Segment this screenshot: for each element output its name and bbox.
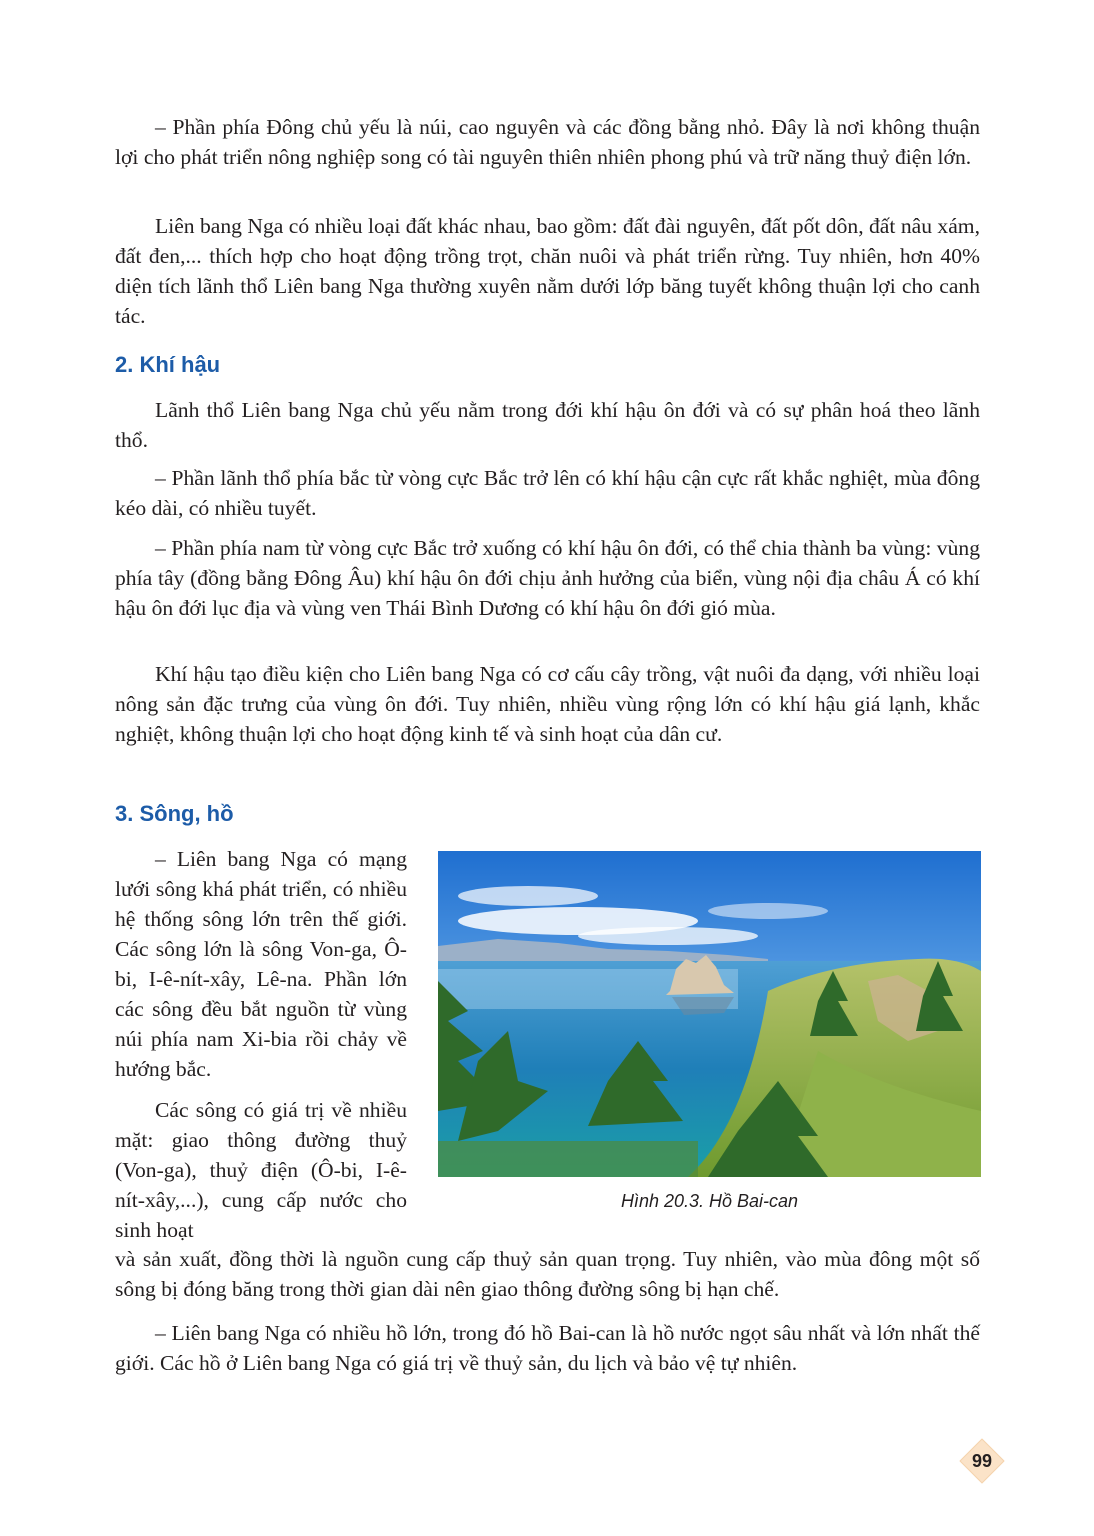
page-number: 99 — [971, 1451, 993, 1471]
paragraph-east-region: – Phần phía Đông chủ yếu là núi, cao nguyên và các đồng bằng nhỏ. Đây là nơi không thuận lợi cho phát triển nông nghiệp song có tài nguyên thiên nhiên phong phú và trữ năng thuỷ điện lớn. — [115, 115, 980, 169]
paragraph-rivers-network: – Liên bang Nga có mạng lưới sông khá phát triển, có nhiều hệ thống sông lớn trên thế giới. Các sông lớn là sông Von-ga, Ô-bi, I-ê-nít-xây, Lê-na. Phần lớn các sông đều bắt nguồn từ vùng núi phía nam Xi-bia rồi chảy về hướng bắc. — [115, 847, 407, 1081]
paragraph-climate-effects: Khí hậu tạo điều kiện cho Liên bang Nga có cơ cấu cây trồng, vật nuôi đa dạng, với nhiều loại nông sản đặc trưng của vùng ôn đới. Tuy nhiên, nhiều vùng rộng lớn có khí hậu giá lạnh, khắc nghiệt, không thuận lợi cho hoạt động kinh tế và sinh hoạt của dân cư. — [115, 662, 980, 746]
paragraph-climate-intro: Lãnh thổ Liên bang Nga chủ yếu nằm trong đới khí hậu ôn đới và có sự phân hoá theo lãnh thổ. — [115, 398, 980, 452]
paragraph-rivers-value-end: và sản xuất, đồng thời là nguồn cung cấp thuỷ sản quan trọng. Tuy nhiên, vào mùa đông một số sông bị đóng băng trong thời gian dài nên giao thông đường sông bị hạn chế. — [115, 1247, 980, 1301]
figure-caption: Hình 20.3. Hồ Bai-can — [620, 1191, 799, 1211]
section-heading-climate: 2. Khí hậu — [115, 352, 221, 377]
section-heading-rivers-lakes: 3. Sông, hồ — [115, 801, 234, 826]
paragraph-soil: Liên bang Nga có nhiều loại đất khác nhau, bao gồm: đất đài nguyên, đất pốt dôn, đất nâu xám, đất đen,... thích hợp cho hoạt động trồng trọt, chăn nuôi và phát triển rừng. Tuy nhiên, hơn 40% diện tích lãnh thổ Liên bang Nga thường xuyên nằm dưới lớp băng tuyết không thuận lợi cho canh tác. — [115, 214, 980, 328]
paragraph-climate-north: – Phần lãnh thổ phía bắc từ vòng cực Bắc trở lên có khí hậu cận cực rất khắc nghiệt, mùa đông kéo dài, có nhiều tuyết. — [115, 466, 980, 520]
page-number-badge — [959, 1438, 1005, 1484]
paragraph-climate-south: – Phần phía nam từ vòng cực Bắc trở xuống có khí hậu ôn đới, có thể chia thành ba vùng: vùng phía tây (đồng bằng Đông Âu) khí hậu ôn đới chịu ảnh hưởng của biển, vùng nội địa châu Á có khí hậu ôn đới lục địa và vùng ven Thái Bình Dương có khí hậu ôn đới gió mùa. — [115, 536, 980, 620]
paragraph-rivers-value-start: Các sông có giá trị về nhiều mặt: giao thông đường thuỷ (Von-ga), thuỷ điện (Ô-bi, I-ê-nít-xây,...), cung cấp nước cho sinh hoạt — [115, 1098, 407, 1242]
paragraph-lakes: – Liên bang Nga có nhiều hồ lớn, trong đó hồ Bai-can là hồ nước ngọt sâu nhất và lớn nhất thế giới. Các hồ ở Liên bang Nga có giá trị về thuỷ sản, du lịch và bảo vệ tự nhiên. — [115, 1321, 980, 1375]
lake-baikal-photo — [438, 851, 981, 1177]
